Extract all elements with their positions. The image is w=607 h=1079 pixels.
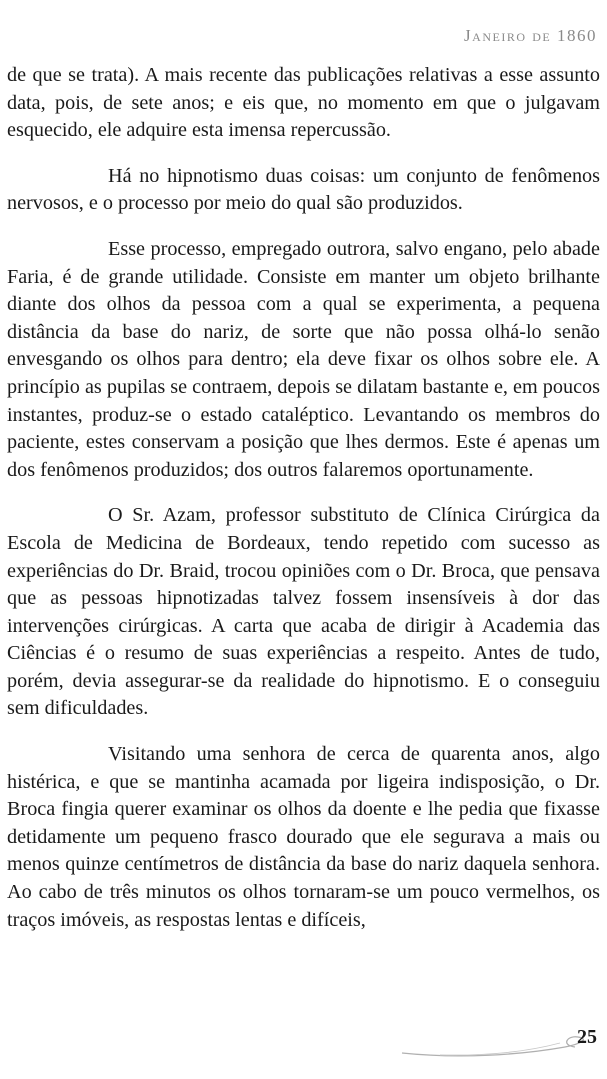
paragraph-continuation: de que se trata). A mais recente das publicações relativas a esse assunto data, pois, de sete anos; e eis que, no momento em que o julgavam esquecido, ele adquire esta imensa repercussão. [7, 64, 600, 142]
page-number: 25 [577, 1026, 597, 1048]
paragraph: Visitando uma senhora de cerca de quarenta anos, algo histérica, e que se mantinha acamada por ligeira indisposição, o Dr. Broca fingia querer examinar os olhos da doente e lhe pedia que fixasse detidamente um pequeno frasco dourado que ele segurava a mais ou menos quinze centímetros de distância da base do nariz daquela senhora. Ao cabo de três minutos os olhos tornaram-se um pouco vermelhos, os traços imóveis, as respostas lentas e difíceis, [7, 743, 600, 931]
paragraph: Há no hipnotismo duas coisas: um conjunto de fenômenos nervosos, e o processo por meio do qual são produzidos. [7, 164, 600, 215]
page-body [7, 62, 600, 952]
flourish-ornament-icon [400, 1025, 600, 1059]
paragraph: O Sr. Azam, professor substituto de Clínica Cirúrgica da Escola de Medicina de Bordeaux, tendo repetido com sucesso as experiências do Dr. Braid, trocou opiniões com o Dr. Broca, que pensava que as pessoas hipnotizadas talvez fossem insensíveis à dor das intervenções cirúrgicas. A carta que acaba de dirigir à Academia das Ciências é o resumo de suas experiências a respeito. Antes de tudo, porém, devia assegurar-se da realidade do hipnotismo. E o conseguiu sem dificuldades. [7, 504, 600, 720]
paragraph: Esse processo, empregado outrora, salvo engano, pelo abade Faria, é de grande utilidade. Consiste em manter um objeto brilhante diante dos olhos da pessoa com a qual se experimenta, a pequena distância da base do nariz, de sorte que não possa olhá-lo senão envesgando os olhos para dentro; ela deve fixar os olhos sobre ele. A princípio as pupilas se contraem, depois se dilatam bastante e, em poucos instantes, produz-se o estado cataléptico. Levantando os membros do paciente, estes conservam a posição que lhes dermos. Este é apenas um dos fenômenos produzidos; dos outros falaremos oportunamente. [7, 237, 600, 481]
running-header: Janeiro de 1860 [464, 26, 597, 45]
